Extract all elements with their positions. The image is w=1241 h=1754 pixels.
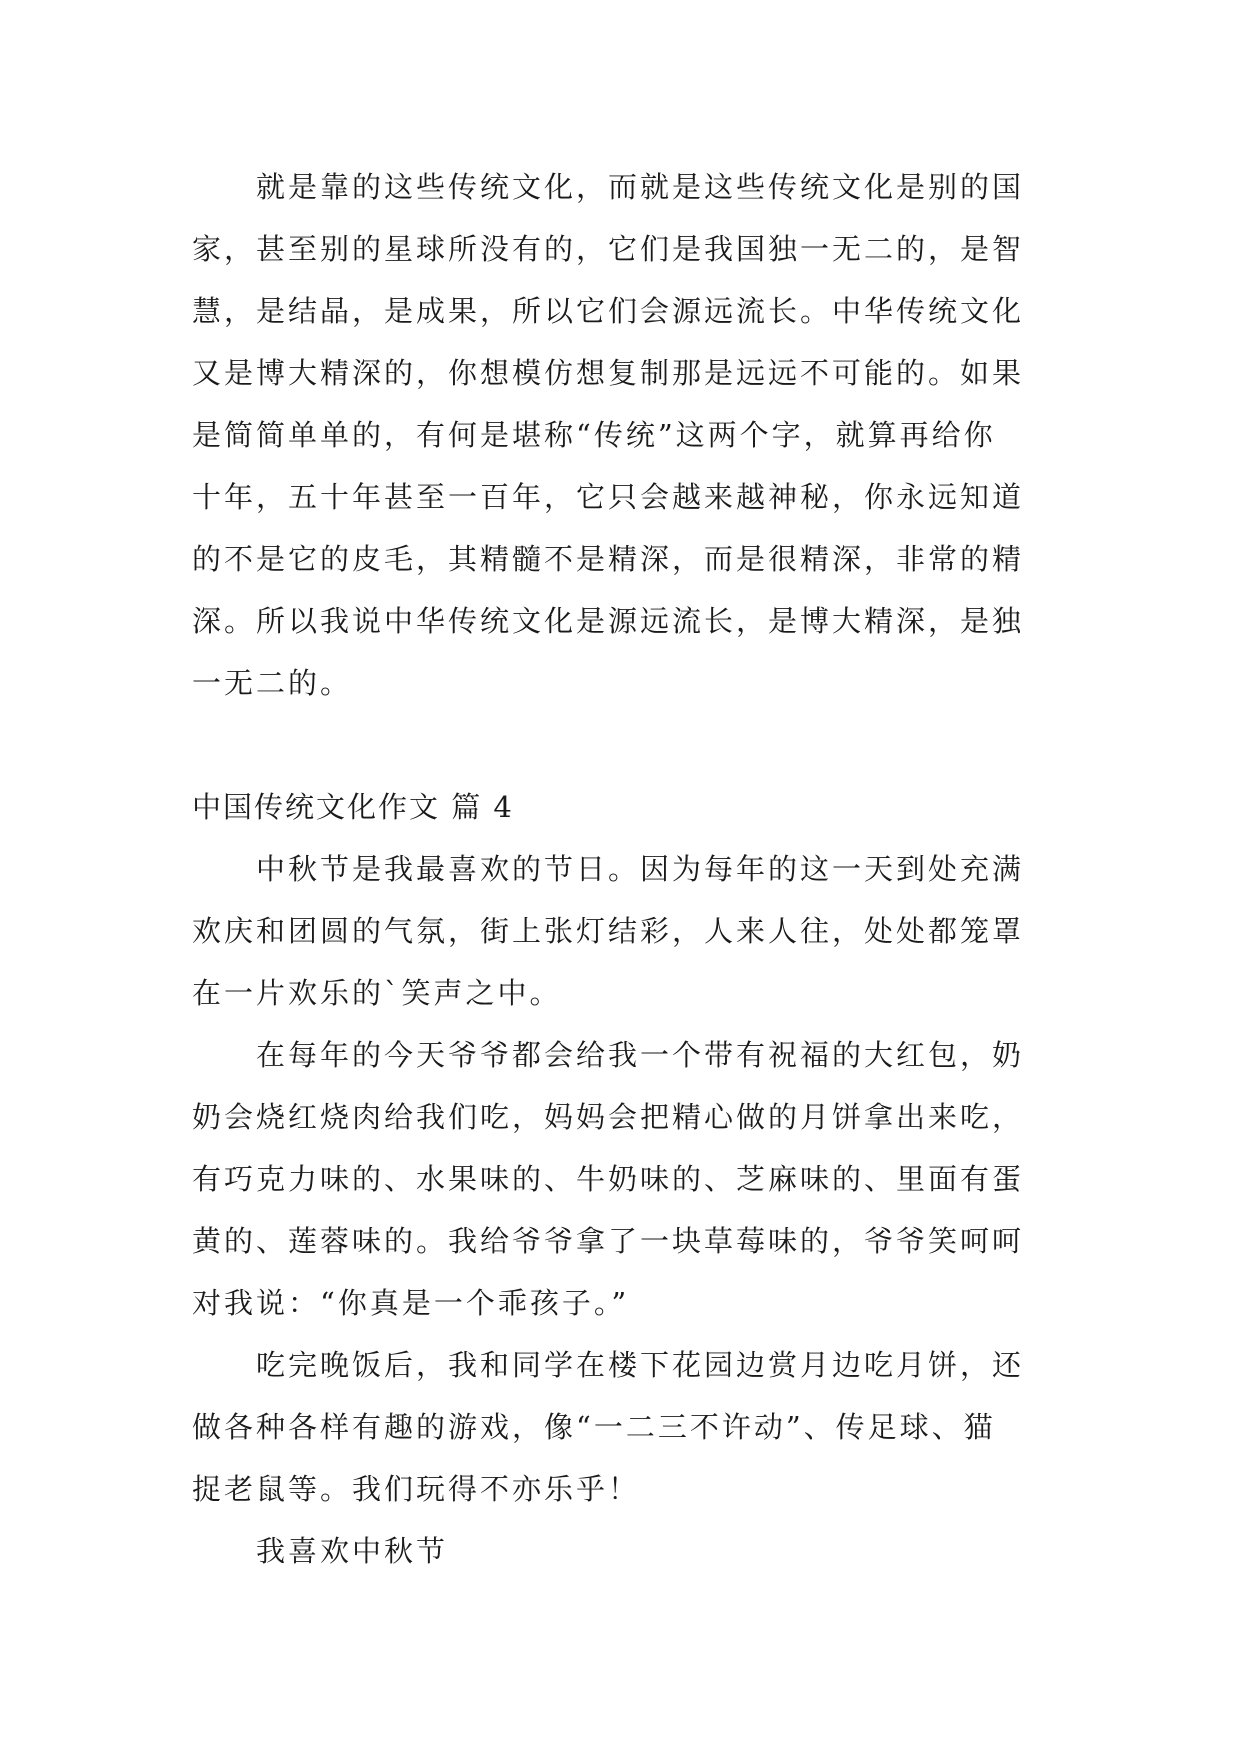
text-line: 是简简单单的，有何是堪称“传统”这两个字，就算再给你 <box>192 418 996 452</box>
paragraph-traditional-culture <box>192 156 1050 714</box>
text-line: 有巧克力味的、水果味的、牛奶味的、芝麻味的、里面有蛋 <box>192 1162 1025 1196</box>
text-line: 的不是它的皮毛，其精髓不是精深，而是很精深，非常的精 <box>192 542 1025 576</box>
text-line: 就是靠的这些传统文化，而就是这些传统文化是别的国 <box>256 170 1025 204</box>
text-line: 捉老鼠等。我们玩得不亦乐乎！ <box>192 1472 641 1506</box>
paragraph-closing <box>192 1520 1050 1582</box>
text-line: 十年，五十年甚至一百年，它只会越来越神秘，你永远知道 <box>192 480 1025 514</box>
text-line: 奶会烧红烧肉给我们吃，妈妈会把精心做的月饼拿出来吃， <box>192 1100 1025 1134</box>
paragraph-mid-autumn-intro <box>192 838 1050 1024</box>
paragraph-family <box>192 1024 1050 1334</box>
text-line: 黄的、莲蓉味的。我给爷爷拿了一块草莓味的，爷爷笑呵呵 <box>192 1224 1025 1258</box>
text-line: 又是博大精深的，你想模仿想复制那是远远不可能的。如果 <box>192 356 1025 390</box>
text-line: 在一片欢乐的`笑声之中。 <box>192 976 562 1010</box>
text-line: 对我说：“你真是一个乖孩子。” <box>192 1286 630 1320</box>
text-line: 一无二的。 <box>192 666 353 700</box>
text-line: 家，甚至别的星球所没有的，它们是我国独一无二的，是智 <box>192 232 1025 266</box>
text-line: 欢庆和团圆的气氛，街上张灯结彩，人来人往，处处都笼罩 <box>192 914 1025 948</box>
text-line: 做各种各样有趣的游戏，像“一二三不许动”、传足球、猫 <box>192 1410 996 1444</box>
document-body <box>192 156 1050 1582</box>
text-line: 我喜欢中秋节 <box>256 1534 449 1568</box>
section-spacer <box>192 714 1050 776</box>
essay-heading: 中国传统文化作文 篇 4 <box>192 790 514 824</box>
text-line: 在每年的今天爷爷都会给我一个带有祝福的大红包，奶 <box>256 1038 1025 1072</box>
text-line: 深。所以我说中华传统文化是源远流长，是博大精深，是独 <box>192 604 1025 638</box>
text-line: 中秋节是我最喜欢的节日。因为每年的这一天到处充满 <box>256 852 1025 886</box>
text-line: 吃完晚饭后，我和同学在楼下花园边赏月边吃月饼，还 <box>256 1348 1025 1382</box>
paragraph-games <box>192 1334 1050 1520</box>
text-line: 慧，是结晶，是成果，所以它们会源远流长。中华传统文化 <box>192 294 1025 328</box>
